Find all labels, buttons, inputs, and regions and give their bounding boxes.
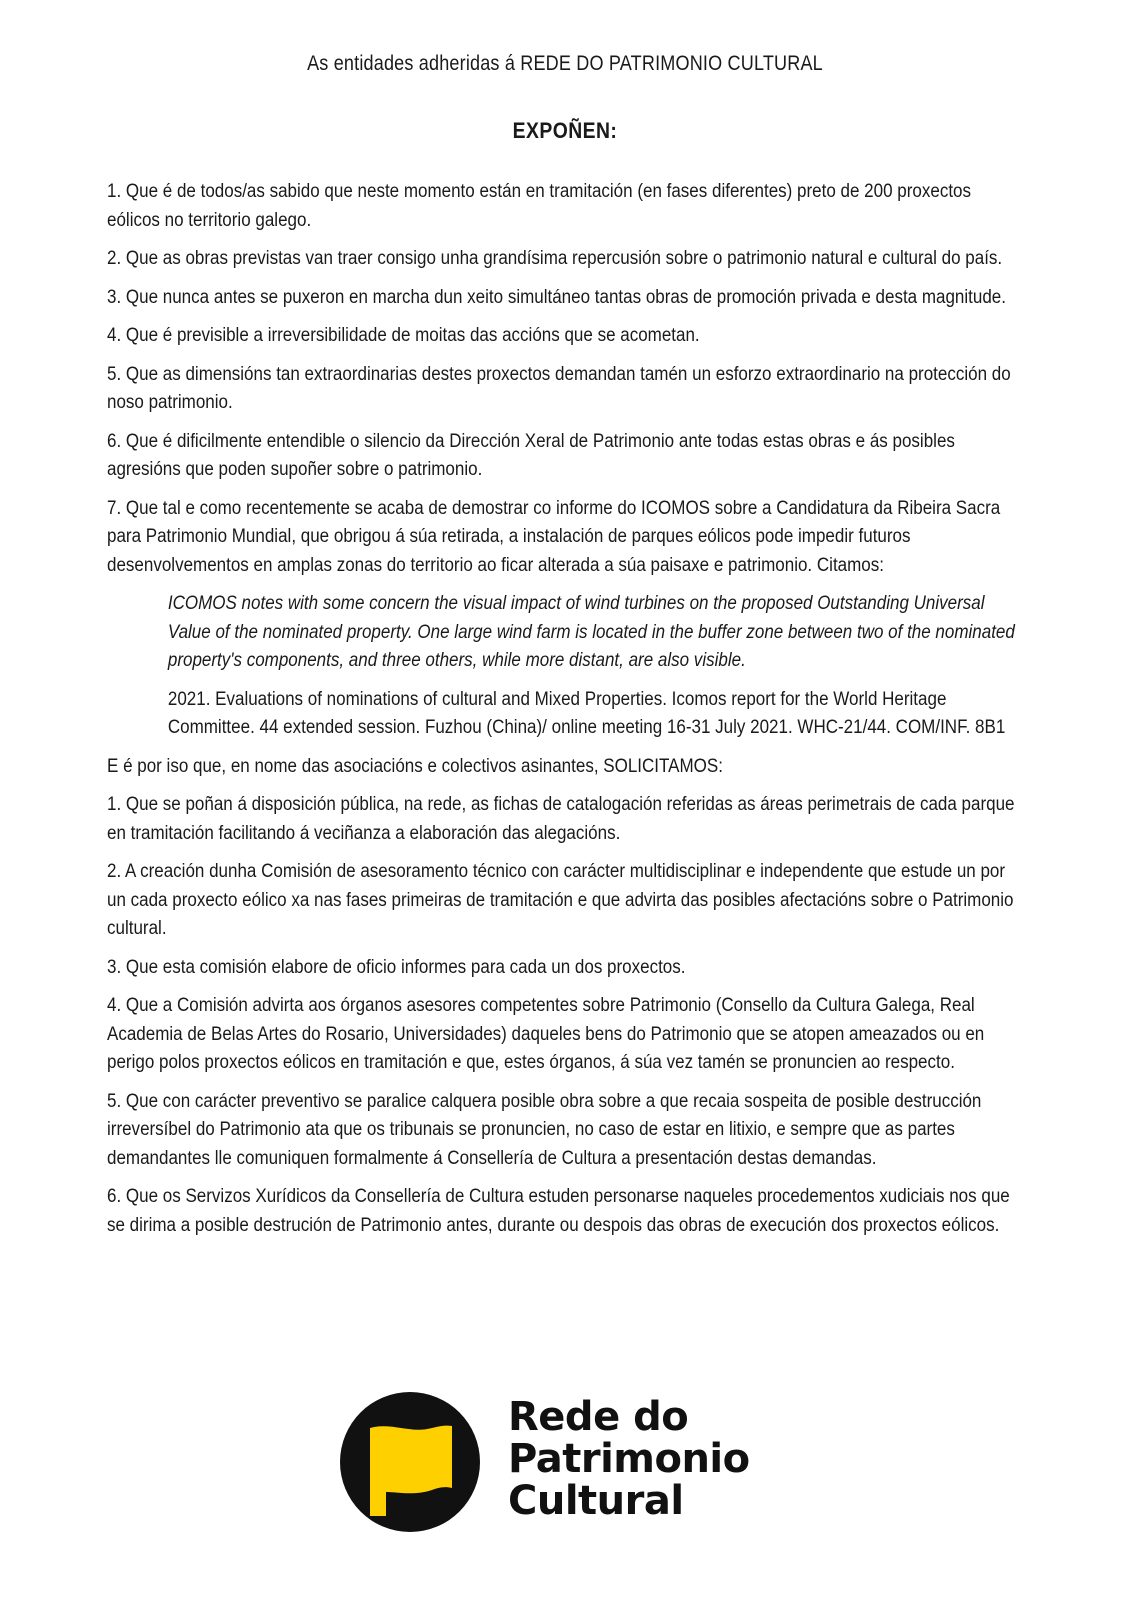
section-title-exponen: EXPOÑEN:: [512, 118, 618, 143]
solicitamos-item-2: 2. A creación dunha Comisión de asesoramento técnico con carácter multidisciplinar e independente que estude un por un cada proxecto eólico xa nas fases primeiras de tramitación e que advirta das posibles afectacións sobre o Patrimonio cultural.: [107, 861, 1014, 939]
flag-icon: [340, 1392, 480, 1532]
solicitamos-intro: E é por iso que, en nome das asociacións e colectivos asinantes, SOLICITAMOS:: [107, 755, 723, 777]
logo-line-1: Rede do: [508, 1394, 689, 1440]
logo-line-3: Cultural: [508, 1478, 684, 1524]
exponen-item-2: 2. Que as obras previstas van traer consigo unha grandísima repercusión sobre o patrimonio natural e cultural do país.: [107, 248, 1003, 269]
logo-circle: [340, 1392, 480, 1532]
solicitamos-item-6: 6. Que os Servizos Xurídicos da Consellería de Cultura estuden personarse naqueles procedementos xudiciais nos que se dirima a posible destrución de Patrimonio antes, durante ou despois das obras de execución dos proxectos eólicos.: [107, 1186, 1010, 1236]
exponen-item-5: 5. Que as dimensións tan extraordinarias destes proxectos demandan tamén un esforzo extraordinario na protección do noso patrimonio.: [107, 363, 1011, 413]
rede-patrimonio-logo: [340, 1392, 800, 1532]
document-intro: As entidades adheridas á REDE DO PATRIMONIO CULTURAL: [307, 52, 823, 75]
logo-line-2: Patrimonio: [508, 1436, 750, 1482]
exponen-item-4: 4. Que é previsible a irreversibilidade de moitas das accións que se acometan.: [107, 325, 700, 346]
exponen-item-3: 3. Que nunca antes se puxeron en marcha dun xeito simultáneo tantas obras de promoción privada e desta magnitude.: [107, 286, 1006, 308]
exponen-item-1: 1. Que é de todos/as sabido que neste momento están en tramitación (en fases diferentes) preto de 200 proxectos eólicos no territorio galego.: [107, 181, 972, 231]
icomos-quote-source: 2021. Evaluations of nominations of cultural and Mixed Properties. Icomos report for the World Heritage Committee. 44 extended session. Fuzhou (China)/ online meeting 16-31 July 2021. WHC-21/44. COM/INF. 8B1: [167, 688, 1006, 738]
solicitamos-item-5: 5. Que con carácter preventivo se paralice calquera posible obra sobre a que recaia sospeita de posible destrucción irreversíbel do Patrimonio ata que os tribunais se pronuncien, no caso de estar en litixio, e sempre que as partes demandantes lle comuniquen formalmente á Consellería de Cultura a presentación destas demandas.: [107, 1090, 982, 1169]
solicitamos-item-3: 3. Que esta comisión elabore de oficio informes para cada un dos proxectos.: [107, 956, 686, 978]
document-body: [107, 178, 1015, 1250]
exponen-item-6: 6. Que é dificilmente entendible o silencio da Dirección Xeral de Patrimonio ante todas estas obras e ás posibles agresións que poden supoñer sobre o patrimonio.: [107, 430, 955, 480]
exponen-item-7: 7. Que tal e como recentemente se acaba de demostrar co informe do ICOMOS sobre a Candidatura da Ribeira Sacra para Patrimonio Mundial, que obrigou á súa retirada, a instalación de parques eólicos pode impedir futuros desenvolvementos en amplas zonas do territorio ao ficar alterada a súa paisaxe e patrimonio. Citamos:: [107, 497, 1001, 576]
icomos-quote: ICOMOS notes with some concern the visual impact of wind turbines on the proposed Outstanding Universal Value of the nominated property. One large wind farm is located in the buffer zone between two of the nominated property's components, and three others, while more distant, are also visible.: [167, 593, 1015, 671]
solicitamos-item-1: 1. Que se poñan á disposición pública, na rede, as fichas de catalogación referidas as áreas perimetrais de cada parque en tramitación facilitando á veciñanza a elaboración das alegacións.: [107, 794, 1015, 844]
logo-wordmark: [508, 1396, 750, 1522]
solicitamos-item-4: 4. Que a Comisión advirta aos órganos asesores competentes sobre Patrimonio (Consello da Cultura Galega, Real Academia de Belas Artes do Rosario, Universidades) daqueles bens do Patrimonio que se atopen ameazados ou en perigo polos proxectos eólicos en tramitación e que, estes órganos, á súa vez tamén se pronuncien ao respecto.: [107, 995, 985, 1073]
